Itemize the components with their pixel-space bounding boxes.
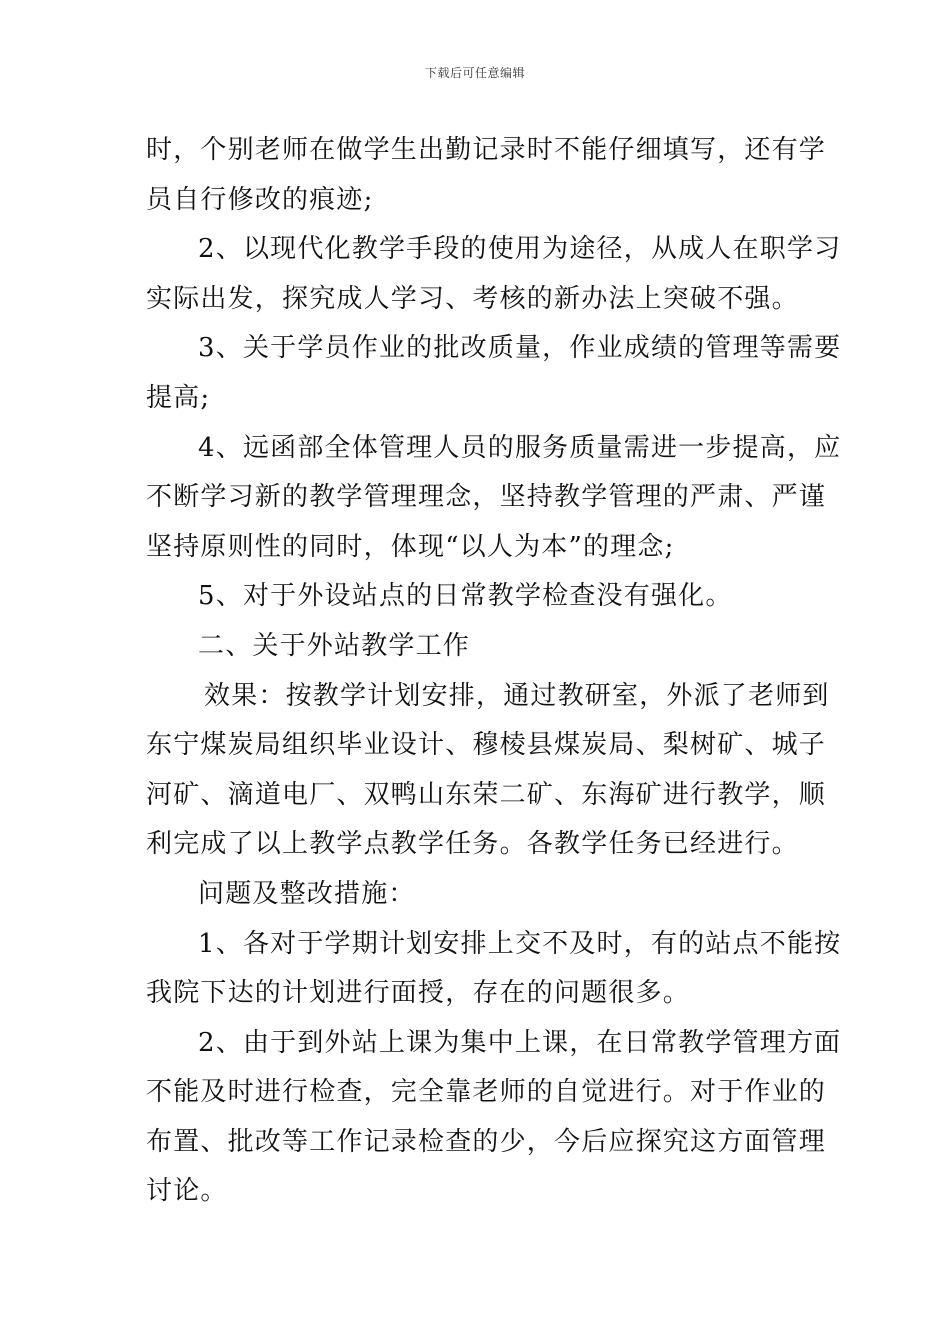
body-line-6: 提高; xyxy=(146,382,211,413)
body-line-18: 我院下达的计划进行面授，存在的问题很多。 xyxy=(146,978,691,1009)
body-line-4: 实际出发，探究成人学习、考核的新办法上突破不强。 xyxy=(146,283,799,314)
body-line-22: 讨论。 xyxy=(146,1176,228,1207)
body-line-2: 员自行修改的痕迹; xyxy=(146,184,374,215)
body-line-14: 河矿、滴道电厂、双鸭山东荣二矿、东海矿进行教学，顺 xyxy=(146,779,827,810)
body-line-1: 时，个别老师在做学生出勤记录时不能仔细填写，还有学 xyxy=(146,135,827,165)
subheading-problems-measures: 问题及整改措施： xyxy=(198,878,416,909)
document-body xyxy=(146,126,842,1217)
body-line-17: 1、各对于学期计划安排上交不及时，有的站点不能按 xyxy=(198,928,842,959)
body-line-19: 2、由于到外站上课为集中上课，在日常教学管理方面 xyxy=(198,1027,842,1058)
body-line-12: 效果：按教学计划安排，通过教研室，外派了老师到 xyxy=(204,680,830,711)
body-line-15: 利完成了以上教学点教学任务。各教学任务已经进行。 xyxy=(146,829,799,860)
body-line-8: 不断学习新的教学管理理念，坚持教学管理的严肃、严谨 xyxy=(146,482,827,513)
body-line-9: 坚持原则性的同时，体现“以人为本”的理念; xyxy=(146,531,675,562)
body-line-21: 布置、批改等工作记录检查的少，今后应探究这方面管理 xyxy=(146,1126,827,1157)
page-header-watermark: 下载后可任意编辑 xyxy=(424,66,525,80)
body-line-5: 3、关于学员作业的批改质量，作业成绩的管理等需要 xyxy=(198,333,842,364)
body-line-13: 东宁煤炭局组织毕业设计、穆棱县煤炭局、梨树矿、城子 xyxy=(146,730,827,761)
body-line-10: 5、对于外设站点的日常教学检查没有强化。 xyxy=(198,581,733,612)
section-heading-outstation-teaching: 二、关于外站教学工作 xyxy=(198,630,471,661)
body-line-3: 2、以现代化教学手段的使用为途径，从成人在职学习 xyxy=(198,234,842,265)
body-line-20: 不能及时进行检查，完全靠老师的自觉进行。对于作业的 xyxy=(146,1077,827,1108)
body-line-7: 4、远函部全体管理人员的服务质量需进一步提高，应 xyxy=(198,432,842,463)
